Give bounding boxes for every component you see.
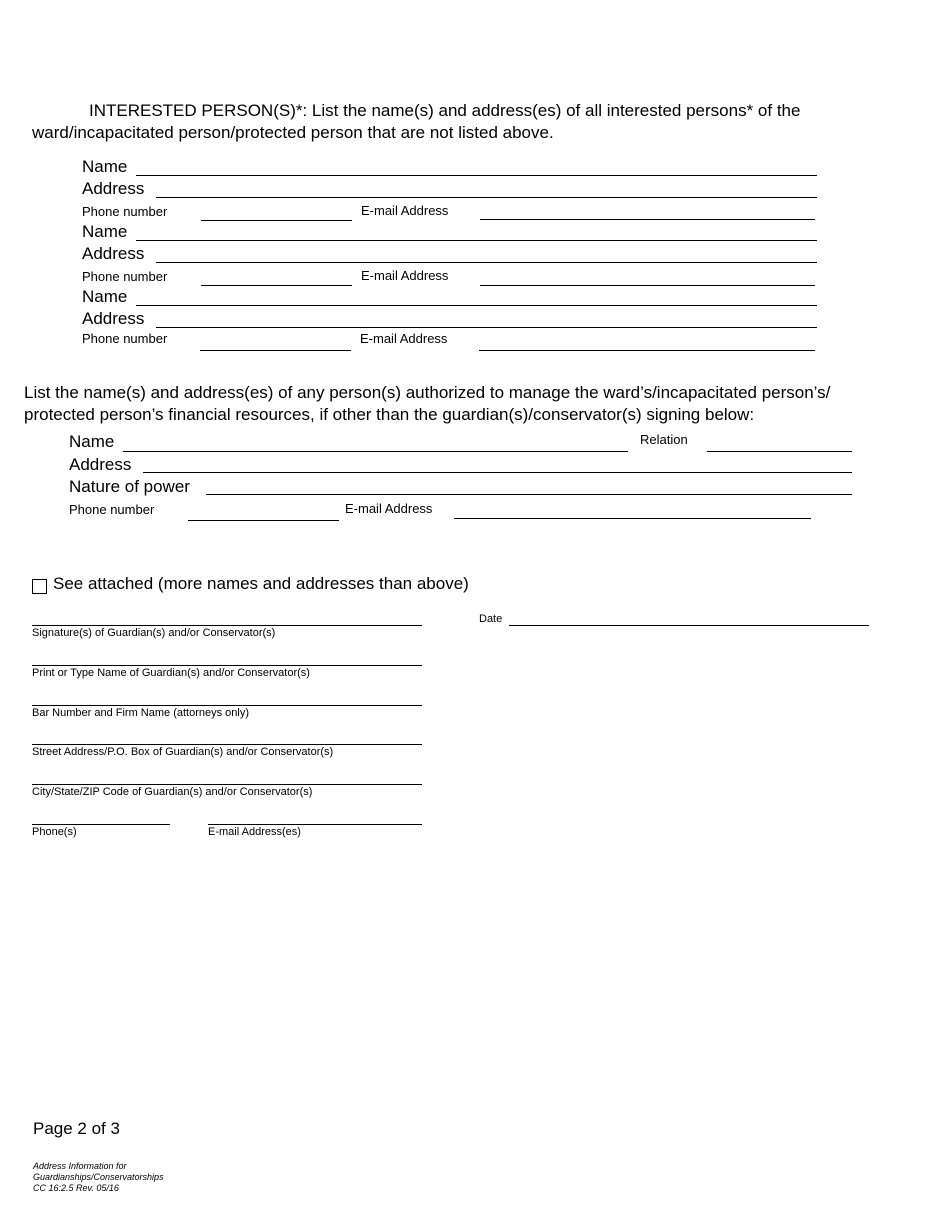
guardian-phone-label: Phone(s) [32, 826, 77, 838]
see-attached-label: See attached (more names and addresses than above) [53, 574, 469, 593]
person3-name-label: Name [82, 287, 128, 306]
financial-intro-line1: List the name(s) and address(es) of any person(s) authorized to manage the ward’s/incapacitated person’s/ [24, 383, 831, 402]
signature-label: Signature(s) of Guardian(s) and/or Conservator(s) [32, 627, 276, 639]
financial-name-label: Name [69, 432, 115, 451]
person1-address-field[interactable] [156, 197, 817, 198]
financial-relation-label: Relation [640, 432, 688, 447]
financial-nature-field[interactable] [206, 494, 852, 495]
street-address-label: Street Address/P.O. Box of Guardian(s) and/or Conservator(s) [32, 746, 334, 758]
person1-name-field[interactable] [136, 175, 817, 176]
person3-address-field[interactable] [156, 327, 817, 328]
person2-email-field[interactable] [480, 285, 815, 286]
print-name-field[interactable] [32, 665, 422, 666]
street-address-field[interactable] [32, 744, 422, 745]
bar-number-field[interactable] [32, 705, 422, 706]
print-name-label: Print or Type Name of Guardian(s) and/or Conservator(s) [32, 667, 310, 679]
interested-intro-line1: INTERESTED PERSON(S)*: List the name(s) and address(es) of all interested persons* of the [89, 101, 801, 120]
financial-email-label: E-mail Address [345, 501, 433, 516]
interested-intro-line2: ward/incapacitated person/protected person that are not listed above. [32, 123, 554, 142]
guardian-email-field[interactable] [208, 824, 422, 825]
financial-name-field[interactable] [123, 451, 628, 452]
signature-field[interactable] [32, 625, 422, 626]
financial-nature-label: Nature of power [69, 477, 190, 496]
person1-email-field[interactable] [480, 219, 815, 220]
guardian-email-label: E-mail Address(es) [208, 826, 301, 838]
person2-phone-label: Phone number [82, 269, 168, 284]
person3-address-label: Address [82, 309, 145, 328]
date-field[interactable] [509, 625, 869, 626]
date-label: Date [479, 613, 503, 625]
financial-phone-label: Phone number [69, 502, 155, 517]
see-attached-checkbox[interactable] [32, 579, 47, 594]
city-state-zip-field[interactable] [32, 784, 422, 785]
person2-phone-field[interactable] [201, 285, 352, 286]
financial-address-field[interactable] [143, 472, 852, 473]
person1-address-label: Address [82, 179, 145, 198]
person3-email-field[interactable] [479, 350, 815, 351]
person1-name-label: Name [82, 157, 128, 176]
city-state-zip-label: City/State/ZIP Code of Guardian(s) and/or Conservator(s) [32, 786, 313, 798]
financial-relation-field[interactable] [707, 451, 852, 452]
financial-address-label: Address [69, 455, 132, 474]
form-title-line2: Guardianships/Conservatorships [33, 1172, 164, 1182]
person1-email-label: E-mail Address [361, 203, 449, 218]
form-number: CC 16:2.5 Rev. 05/16 [33, 1183, 119, 1193]
bar-number-label: Bar Number and Firm Name (attorneys only) [32, 707, 250, 719]
person2-email-label: E-mail Address [361, 268, 449, 283]
financial-intro-line2: protected person’s financial resources, if other than the guardian(s)/conservator(s) signing below: [24, 405, 755, 424]
page-number: Page 2 of 3 [33, 1119, 120, 1138]
person3-name-field[interactable] [136, 305, 817, 306]
person2-address-field[interactable] [156, 262, 817, 263]
financial-phone-field[interactable] [188, 520, 339, 521]
person3-phone-label: Phone number [82, 331, 168, 346]
person2-name-label: Name [82, 222, 128, 241]
person2-name-field[interactable] [136, 240, 817, 241]
person3-phone-field[interactable] [200, 350, 351, 351]
form-title-line1: Address Information for [33, 1161, 127, 1171]
financial-email-field[interactable] [454, 518, 811, 519]
person1-phone-label: Phone number [82, 204, 168, 219]
person1-phone-field[interactable] [201, 220, 352, 221]
guardian-phone-field[interactable] [32, 824, 170, 825]
person3-email-label: E-mail Address [360, 331, 448, 346]
person2-address-label: Address [82, 244, 145, 263]
